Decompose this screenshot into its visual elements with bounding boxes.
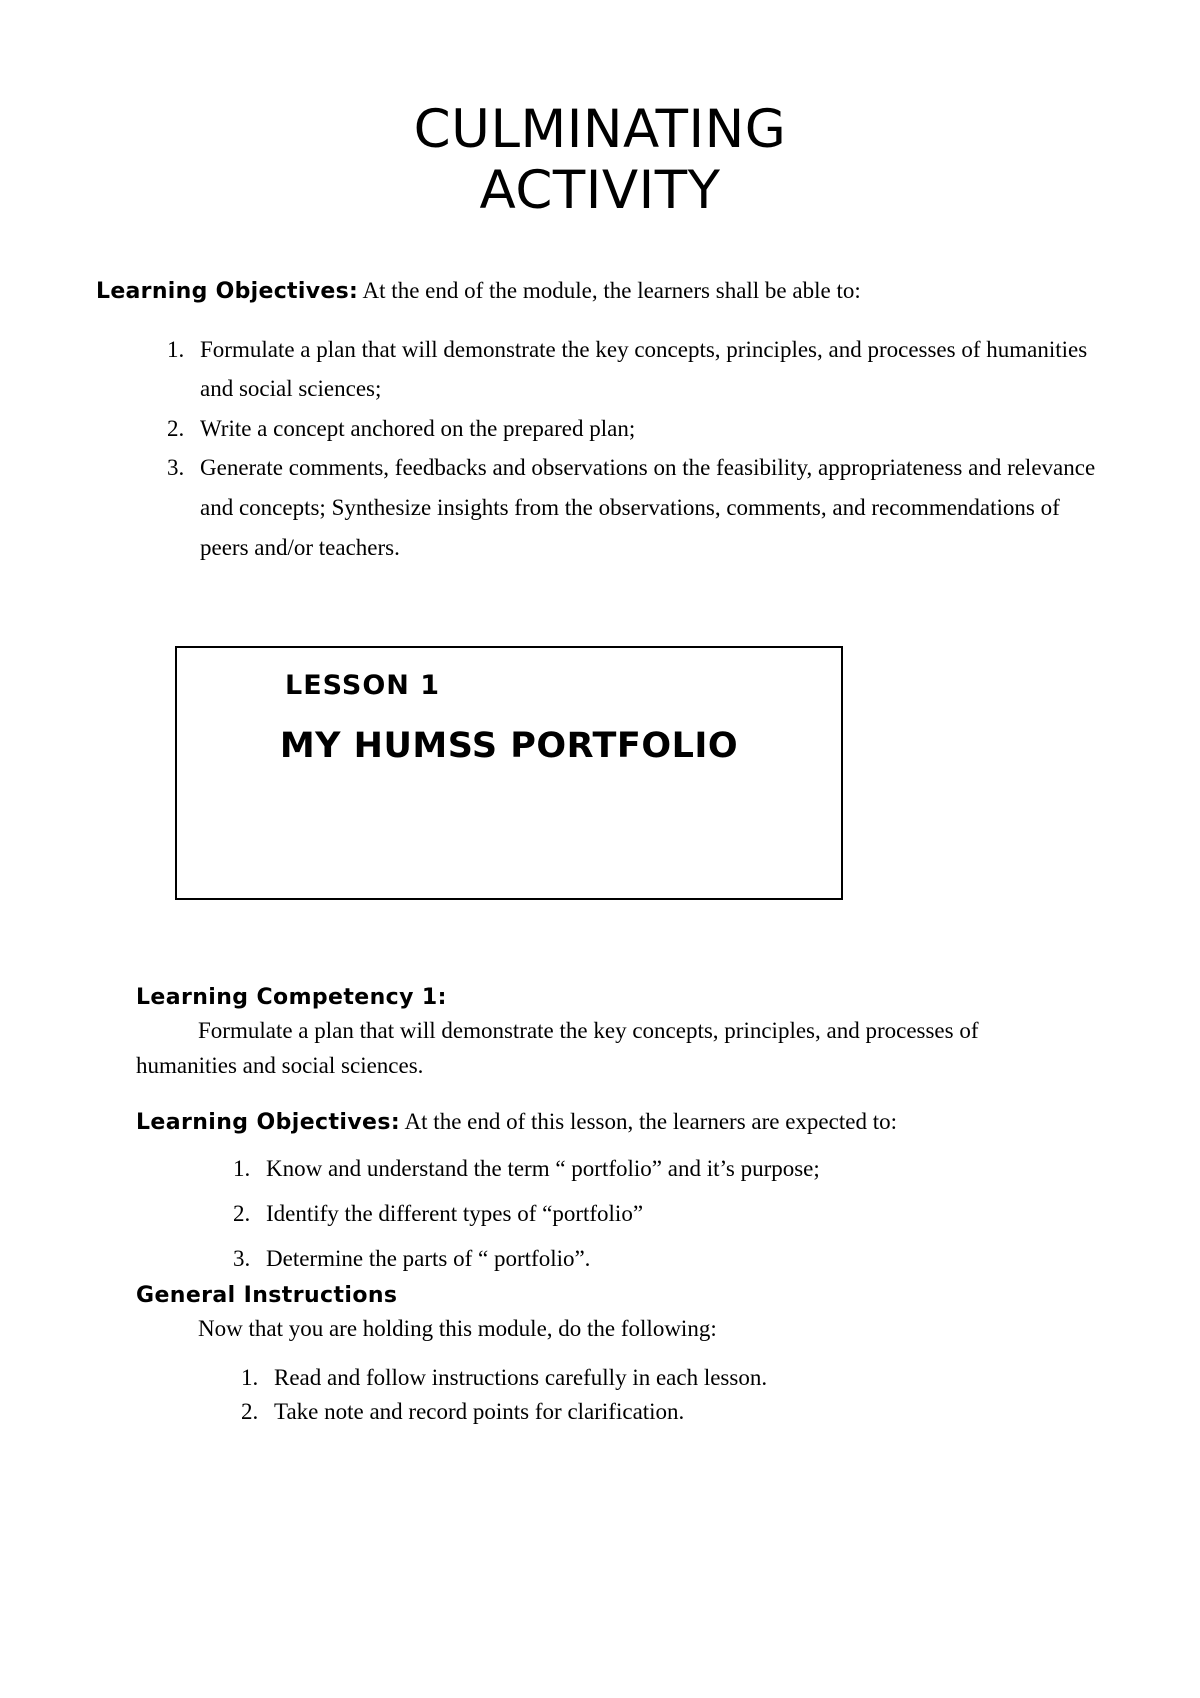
learning-competency-block bbox=[136, 985, 1036, 1083]
list-item: 2. Take note and record points for clarification. bbox=[264, 1395, 1096, 1430]
list-item: 1. Read and follow instructions carefully in each lesson. bbox=[264, 1361, 1096, 1396]
learning-competency-heading: Learning Competency 1: bbox=[136, 985, 447, 1010]
page-title-line-1: CULMINATING bbox=[413, 99, 787, 160]
page-title-line-2: ACTIVITY bbox=[479, 159, 721, 221]
general-instructions-list bbox=[264, 1361, 1096, 1430]
lesson-box bbox=[175, 646, 843, 900]
lesson-objectives-block bbox=[136, 1105, 1136, 1292]
list-item: 3. Determine the parts of “ portfolio”. bbox=[256, 1247, 1136, 1270]
list-item: 1. Formulate a plan that will demonstrate the key concepts, principles, and processes of humanities and social sciences; bbox=[190, 330, 1104, 409]
lesson-objectives-label: Learning Objectives: bbox=[136, 1110, 401, 1135]
general-instructions-text: Now that you are holding this module, do the following: bbox=[198, 1316, 717, 1341]
list-item: 3. Generate comments, feedbacks and observations on the feasibility, appropriateness and relevance and concepts; Synthesize insights from the observations, comments, and recommendations of peers and/or teachers. bbox=[190, 448, 1104, 567]
module-objectives-label: Learning Objectives: bbox=[96, 278, 359, 304]
general-instructions-heading: General Instructions bbox=[136, 1283, 398, 1308]
list-item: 2. Write a concept anchored on the prepared plan; bbox=[190, 409, 1104, 449]
list-item: 1. Know and understand the term “ portfolio” and it’s purpose; bbox=[256, 1157, 1136, 1180]
learning-competency-text bbox=[136, 1014, 1036, 1083]
module-objectives-intro bbox=[96, 274, 1104, 308]
page-title bbox=[0, 0, 1200, 222]
lesson-objectives-list bbox=[256, 1157, 1136, 1270]
lesson-number-label: LESSON 1 bbox=[285, 670, 441, 701]
module-objectives-list bbox=[190, 330, 1104, 567]
module-objectives-intro-text: At the end of the module, the learners shall be able to: bbox=[358, 277, 861, 303]
learning-competency-body: Formulate a plan that will demonstrate the key concepts, principles, and processes of humanities and social sciences. bbox=[136, 1018, 979, 1078]
lesson-objectives-intro bbox=[136, 1105, 1136, 1139]
lesson-objectives-intro-text: At the end of this lesson, the learners are expected to: bbox=[400, 1109, 897, 1134]
lesson-title: MY HUMSS PORTFOLIO bbox=[279, 726, 739, 766]
list-item: 2. Identify the different types of “portfolio” bbox=[256, 1202, 1136, 1225]
general-instructions-block bbox=[136, 1283, 1096, 1430]
